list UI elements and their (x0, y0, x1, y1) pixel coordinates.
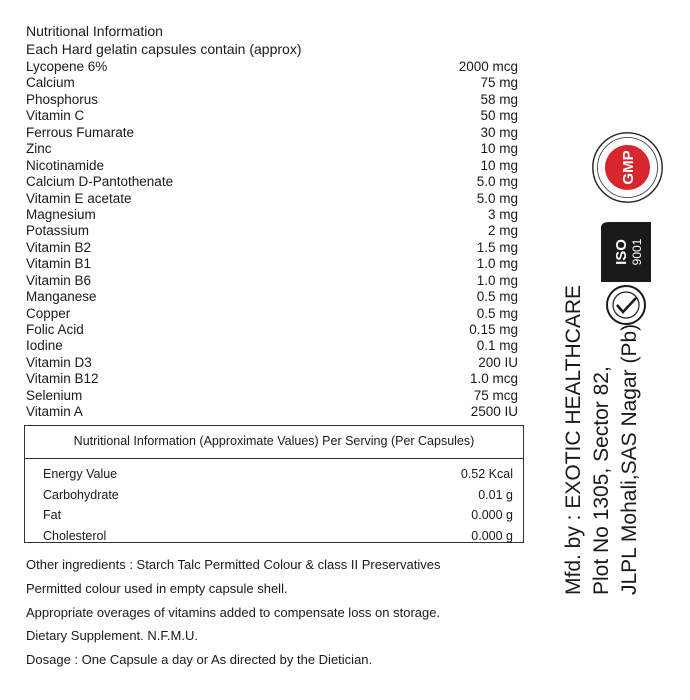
footer-line: Appropriate overages of vitamins added to compensate loss on storage. (26, 604, 441, 620)
nutrient-value: 1.0 mg (476, 256, 518, 272)
nutrient-name: Vitamin E acetate (26, 190, 132, 206)
iso-badge-icon (593, 220, 658, 330)
nutrient-name: Vitamin D3 (26, 354, 92, 370)
nutrient-row (26, 306, 518, 322)
nutrient-name: Vitamin B6 (26, 272, 92, 288)
manufacturer-block (560, 285, 644, 595)
nutrient-row (26, 223, 518, 239)
nutrient-name: Iodine (26, 338, 63, 354)
nutrient-value: 58 mg (480, 91, 518, 107)
gmp-seal-text: GMP (620, 150, 638, 185)
footer-line: Permitted colour used in empty capsule shell. (26, 580, 288, 596)
iso-badge-label: ISO (613, 239, 630, 265)
nutrient-name: Vitamin C (26, 108, 85, 124)
nutrient-name: Folic Acid (26, 322, 84, 337)
nutrient-value: 1.0 mcg (469, 371, 518, 387)
nutrient-row (26, 174, 518, 190)
nutrient-name: Manganese (26, 289, 97, 305)
serving-row-name: Cholesterol (43, 528, 107, 543)
serving-row-value: 0.52 Kcal (460, 467, 513, 481)
manufacturer-name: Mfd. by : EXOTIC HEALTHCARE (562, 284, 585, 596)
nutrient-value: 1.5 mg (476, 239, 518, 255)
nutrient-row (26, 240, 518, 256)
nutrient-name: Vitamin B2 (26, 239, 92, 255)
serving-row (43, 464, 513, 485)
nutrient-value: 50 mg (480, 108, 518, 124)
serving-row-name: Fat (43, 508, 62, 522)
nutrition-title: Nutritional Information (26, 23, 163, 39)
nutrient-name: Ferrous Fumarate (26, 124, 135, 140)
serving-row-value: 0.000 g (471, 508, 513, 522)
nutrient-name: Vitamin A (26, 404, 83, 420)
nutrient-value: 30 mg (480, 124, 518, 140)
serving-row-name: Energy Value (43, 467, 118, 481)
nutrient-value: 200 IU (478, 354, 518, 370)
serving-row (43, 526, 513, 547)
nutrient-name: Vitamin B12 (26, 371, 99, 387)
nutrient-row (26, 322, 518, 338)
nutrient-row (26, 207, 518, 223)
nutrient-value: 0.1 mg (476, 338, 518, 354)
nutrient-value: 75 mcg (473, 387, 518, 403)
serving-row-name: Carbohydrate (43, 487, 119, 502)
nutrient-row (26, 404, 518, 420)
nutrient-row (26, 75, 518, 91)
nutrient-row (26, 108, 518, 124)
nutrient-list (26, 59, 518, 421)
serving-row-value: 0.000 g (471, 528, 513, 543)
nutrient-row (26, 141, 518, 157)
nutrient-value: 5.0 mg (476, 174, 518, 190)
footer-notes (26, 553, 526, 672)
nutrient-value: 10 mg (480, 157, 518, 173)
nutrient-value: 2000 mcg (458, 59, 518, 74)
nutrient-value: 10 mg (480, 141, 518, 157)
nutrient-value: 0.15 mg (469, 322, 518, 337)
nutrient-name: Calcium D-Pantothenate (26, 174, 174, 190)
nutrient-value: 5.0 mg (476, 190, 518, 206)
nutrient-value: 1.0 mg (476, 272, 518, 288)
nutrient-value: 3 mg (487, 206, 518, 222)
nutrient-name: Magnesium (26, 206, 96, 222)
nutrient-name: Calcium (26, 75, 75, 91)
nutrient-name: Vitamin B1 (26, 256, 92, 272)
nutrient-value: 2500 IU (470, 404, 518, 420)
footer-line: Dosage : One Capsule a day or As directed by the Dietician. (26, 652, 373, 668)
nutrient-name: Copper (26, 305, 71, 321)
manufacturer-address-line2: JLPL Mohali,SAS Nagar (Pb) (618, 323, 641, 596)
nutrient-row (26, 158, 518, 174)
nutrient-row (26, 388, 518, 404)
nutrient-value: 75 mg (480, 75, 518, 91)
nutrient-name: Nicotinamide (26, 157, 105, 173)
nutrient-row (26, 371, 518, 387)
nutrient-value: 2 mg (487, 223, 518, 239)
serving-row (43, 505, 513, 526)
nutrient-row (26, 125, 518, 141)
serving-row-value: 0.01 g (478, 487, 513, 502)
nutrient-row (26, 256, 518, 272)
serving-table-title: Nutritional Information (Approximate Values) Per Serving (Per Capsules) (73, 434, 475, 448)
serving-row (43, 485, 513, 506)
nutrient-row (26, 338, 518, 354)
nutrient-row (26, 289, 518, 305)
nutrient-name: Lycopene 6% (26, 59, 108, 74)
nutrient-row (26, 273, 518, 289)
serving-rows (43, 464, 513, 546)
serving-table (24, 425, 524, 543)
iso-badge-number: 9001 (630, 238, 644, 266)
nutrient-name: Phosphorus (26, 91, 99, 107)
nutrient-value: 0.5 mg (476, 289, 518, 305)
nutrient-row (26, 191, 518, 207)
nutrient-row (26, 355, 518, 371)
gmp-seal-icon (590, 130, 665, 205)
serving-table-divider (25, 458, 523, 459)
footer-line: Dietary Supplement. N.F.M.U. (26, 628, 198, 644)
nutrient-name: Zinc (26, 141, 52, 157)
nutrient-row (26, 59, 518, 75)
nutrient-name: Selenium (26, 387, 83, 403)
nutrition-subtitle: Each Hard gelatin capsules contain (approx) (26, 41, 302, 57)
nutrient-name: Potassium (26, 223, 90, 239)
nutrient-value: 0.5 mg (476, 305, 518, 321)
manufacturer-address-line1: Plot No 1305, Sector 82, (590, 366, 613, 596)
footer-line: Other ingredients : Starch Talc Permitted Colour & class II Preservatives (26, 557, 441, 572)
nutrient-row (26, 92, 518, 108)
nutrition-header (26, 22, 302, 58)
